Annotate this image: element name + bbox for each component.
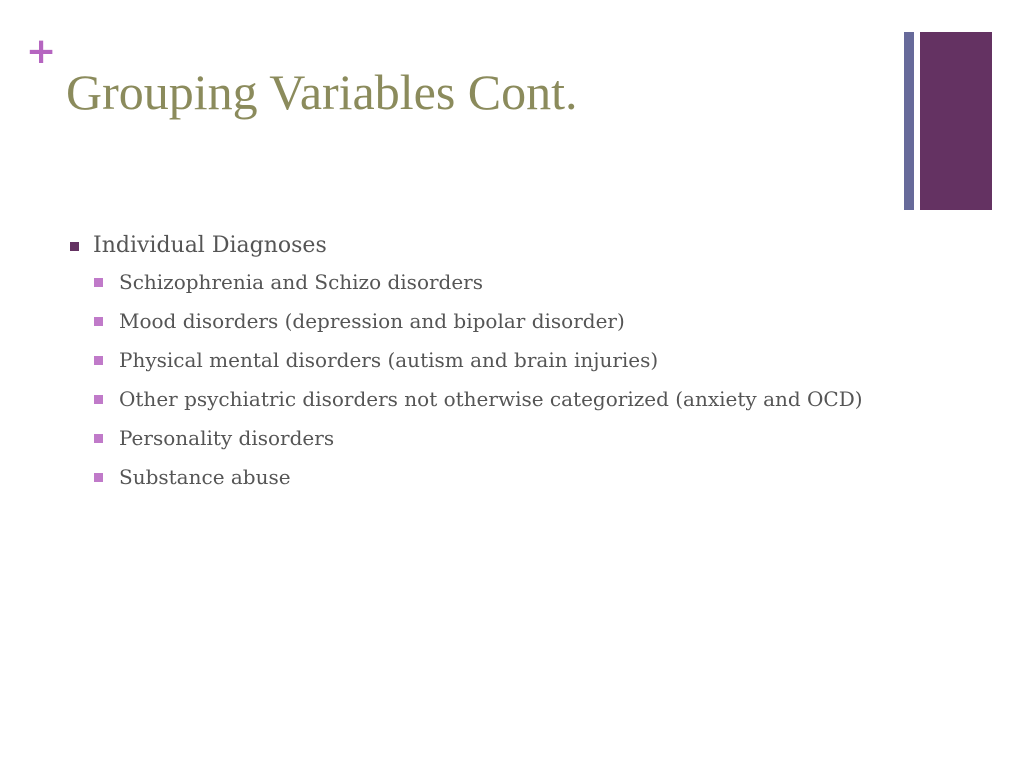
square-bullet-icon: [94, 395, 103, 404]
sub-bullet-text: Mood disorders (depression and bipolar disorder): [119, 309, 625, 333]
slide-title: Grouping Variables Cont.: [66, 64, 578, 120]
square-bullet-icon: [94, 434, 103, 443]
sub-bullet-text: Schizophrenia and Schizo disorders: [119, 270, 484, 294]
sub-bullet-item: [92, 462, 886, 492]
decorative-bar-thin: [904, 32, 914, 210]
square-bullet-icon: [94, 356, 103, 365]
sub-bullet-list: [66, 267, 886, 492]
sub-bullet-text: Physical mental disorders (autism and brain injuries): [119, 348, 659, 372]
plus-icon: +: [26, 31, 57, 72]
square-bullet-icon: [70, 242, 79, 251]
main-bullet-text: Individual Diagnoses: [93, 233, 327, 258]
sub-bullet-item: [92, 267, 886, 297]
sub-bullet-text: Personality disorders: [119, 426, 335, 450]
sub-bullet-text: Substance abuse: [119, 465, 291, 489]
sub-bullet-text: Other psychiatric disorders not otherwise categorized (anxiety and OCD): [119, 387, 863, 411]
sub-bullet-item: [92, 384, 886, 414]
sub-bullet-item: [92, 345, 886, 375]
square-bullet-icon: [94, 278, 103, 287]
square-bullet-icon: [94, 317, 103, 326]
sub-bullet-item: [92, 306, 886, 336]
slide-content: [66, 230, 886, 501]
decorative-bar-thick: [920, 32, 992, 210]
sub-bullet-item: [92, 423, 886, 453]
main-bullet-item: [66, 230, 886, 261]
square-bullet-icon: [94, 473, 103, 482]
